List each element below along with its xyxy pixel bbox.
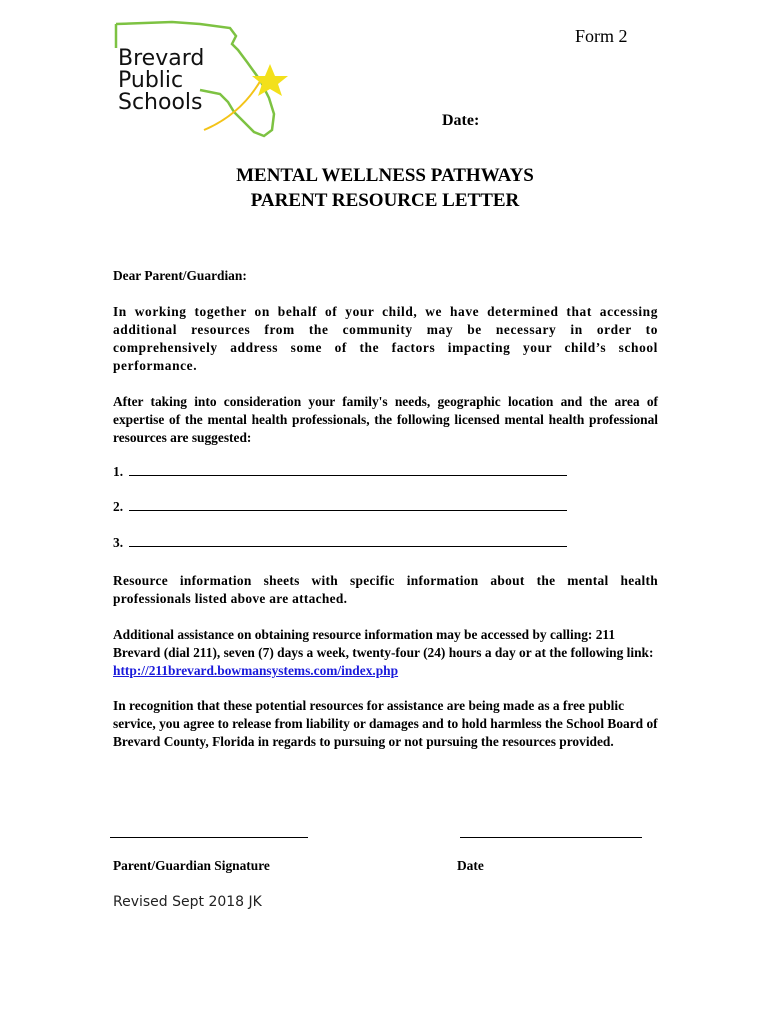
date-line[interactable] (460, 836, 642, 838)
form-number: Form 2 (575, 26, 628, 46)
paragraph-intro: In working together on behalf of your child, we have determined that accessing additional resources from the community may be necessary in order to comprehensively address some of the factors impacting your child’s school performance. (113, 304, 658, 373)
resource-line-3[interactable] (113, 535, 567, 551)
logo-line-2: Public (118, 68, 184, 93)
logo-line-1: Brevard (118, 46, 205, 71)
resource-link[interactable]: http://211brevard.bowmansystems.com/index.php (113, 663, 399, 678)
resource-number: 3. (113, 535, 124, 550)
title-line-2: PARENT RESOURCE LETTER (250, 190, 520, 211)
resource-number: 1. (113, 464, 124, 479)
resource-number: 2. (113, 499, 124, 514)
resource-line-2[interactable] (113, 499, 567, 515)
resource-line-1[interactable] (113, 464, 567, 480)
signature-line[interactable] (110, 836, 308, 838)
blank-line (129, 500, 567, 511)
assistance-text: Additional assistance on obtaining resource information may be accessed by calling: 211 Brevard (dial 211), seven (7) days a week, twenty-four (24) hours a day or at the following link: (113, 627, 654, 660)
revision-note: Revised Sept 2018 JK (113, 894, 262, 910)
paragraph-consideration: After taking into consideration your family's needs, geographic location and the area of expertise of the mental health professionals, the following licensed mental health professional resources are suggested: (113, 394, 658, 445)
blank-line (129, 465, 567, 476)
signature-date-label: Date (457, 858, 484, 873)
greeting: Dear Parent/Guardian: (113, 268, 247, 283)
brevard-logo (112, 18, 292, 143)
paragraph-attached: Resource information sheets with specific information about the mental health professionals listed above are attached. (113, 573, 658, 606)
star-icon (252, 64, 288, 96)
title-line-1: MENTAL WELLNESS PATHWAYS (236, 165, 534, 186)
logo-line-3: Schools (118, 90, 203, 115)
paragraph-assistance (113, 626, 658, 680)
signature-label: Parent/Guardian Signature (113, 858, 270, 873)
blank-line (129, 536, 567, 547)
date-label: Date: (442, 112, 480, 129)
paragraph-liability: In recognition that these potential resources for assistance are being made as a free public service, you agree to release from liability or damages and to hold harmless the School Board of Brevard County, Florida in regards to pursuing or not pursuing the resources provided. (113, 698, 658, 749)
